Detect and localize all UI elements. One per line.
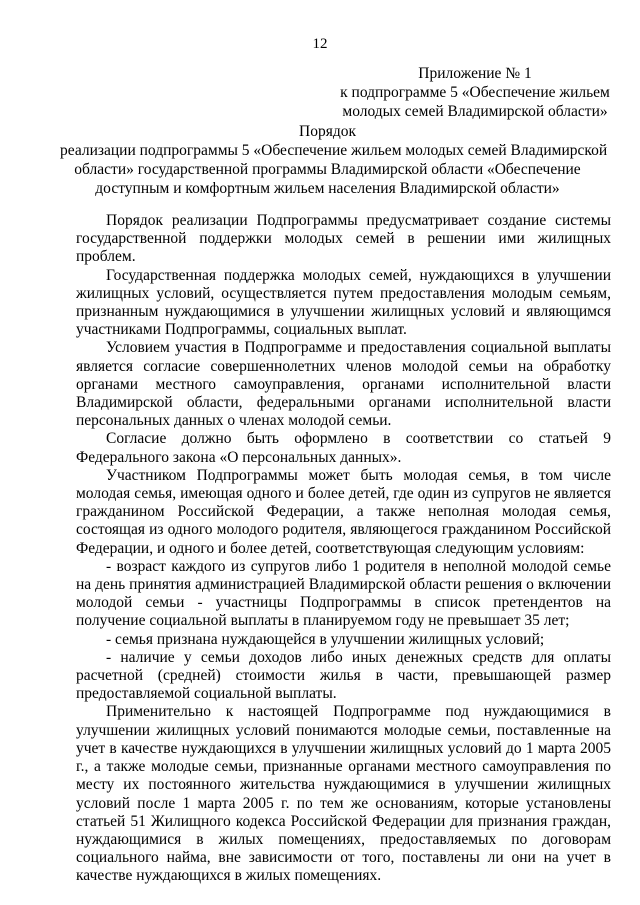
page-number: 12 — [312, 36, 328, 52]
appendix-line-2: к подпрограмме 5 «Обеспечение жильем — [340, 84, 610, 101]
title-line-3: доступным и комфортным жильем населения Владимирской области» — [95, 180, 560, 197]
paragraph-5: Участником Подпрограммы может быть молодая семья, в том числе молодая семья, имеющая одного и более детей, где один из супругов не является гражданином Российской Федерации, а также неполная молодая семья, состоящая из одного молодого родителя, являющегося гражданином Российской Федерации, и одного и более детей, соответствующая следующим условиям: — [76, 466, 611, 557]
paragraph-7: - семья признана нуждающейся в улучшении жилищных условий; — [106, 630, 545, 648]
paragraph-8: - наличие у семьи доходов либо иных денежных средств для оплаты расчетной (средней) стоимости жилья в части, превышающей размер предоставляемой социальной выплаты. — [76, 648, 611, 703]
appendix-header — [330, 64, 620, 121]
paragraph-4: Согласие должно быть оформлено в соответствии со статьей 9 Федерального закона «О персональных данных». — [76, 430, 611, 466]
document-title — [60, 122, 608, 198]
title-line-1: реализации подпрограммы 5 «Обеспечение жильем молодых семей Владимирской — [60, 142, 608, 159]
paragraph-3: Условием участия в Подпрограмме и предоставления социальной выплаты является согласие совершеннолетних членов молодой семьи на обработку органами местного самоуправления, органами исполнительной власти Владимирской области, федеральными органами исполнительной власти персональных данных о членах молодой семьи. — [76, 339, 611, 430]
paragraph-9: Применительно к настоящей Подпрограмме под нуждающимися в улучшении жилищных условий понимаются молодые семьи, поставленные на учет в качестве нуждающихся в улучшении жилищных условий до 1 марта 2005 г., а также молодые семьи, признанные органами местного самоуправления по месту их постоянного жительства нуждающимися в улучшении жилищных условий после 1 марта 2005 г. по тем же основаниям, которые установлены статьей 51 Жилищного кодекса Российской Федерации для признания граждан, нуждающимися в жилых помещениях, предоставляемых по договорам социального найма, вне зависимости от того, поставлены ли они на учет в качестве нуждающихся в жилых помещениях. — [76, 703, 611, 885]
title-line-2: области» государственной программы Владимирской области «Обеспечение — [74, 161, 581, 178]
paragraph-6: - возраст каждого из супругов либо 1 родителя в неполной молодой семье на день принятия администрацией Владимирской области решения о включении молодой семьи - участницы Подпрограммы в список претендентов на получение социальной выплаты в планируемом году не превышает 35 лет; — [76, 557, 611, 630]
document-body — [76, 212, 611, 886]
title-word: Порядок — [299, 123, 356, 140]
appendix-line-1: Приложение № 1 — [418, 65, 532, 82]
paragraph-1: Порядок реализации Подпрограммы предусматривает создание системы государственной поддержки молодых семей в решении ими жилищных проблем. — [76, 212, 611, 266]
appendix-line-3: молодых семей Владимирской области» — [342, 103, 608, 120]
paragraph-2: Государственная поддержка молодых семей, нуждающихся в улучшении жилищных условий, осуществляется путем предоставления молодым семьям, признанным нуждающимися в улучшении жилищных условий и являющимся участниками Подпрограммы, социальных выплат. — [76, 266, 611, 339]
